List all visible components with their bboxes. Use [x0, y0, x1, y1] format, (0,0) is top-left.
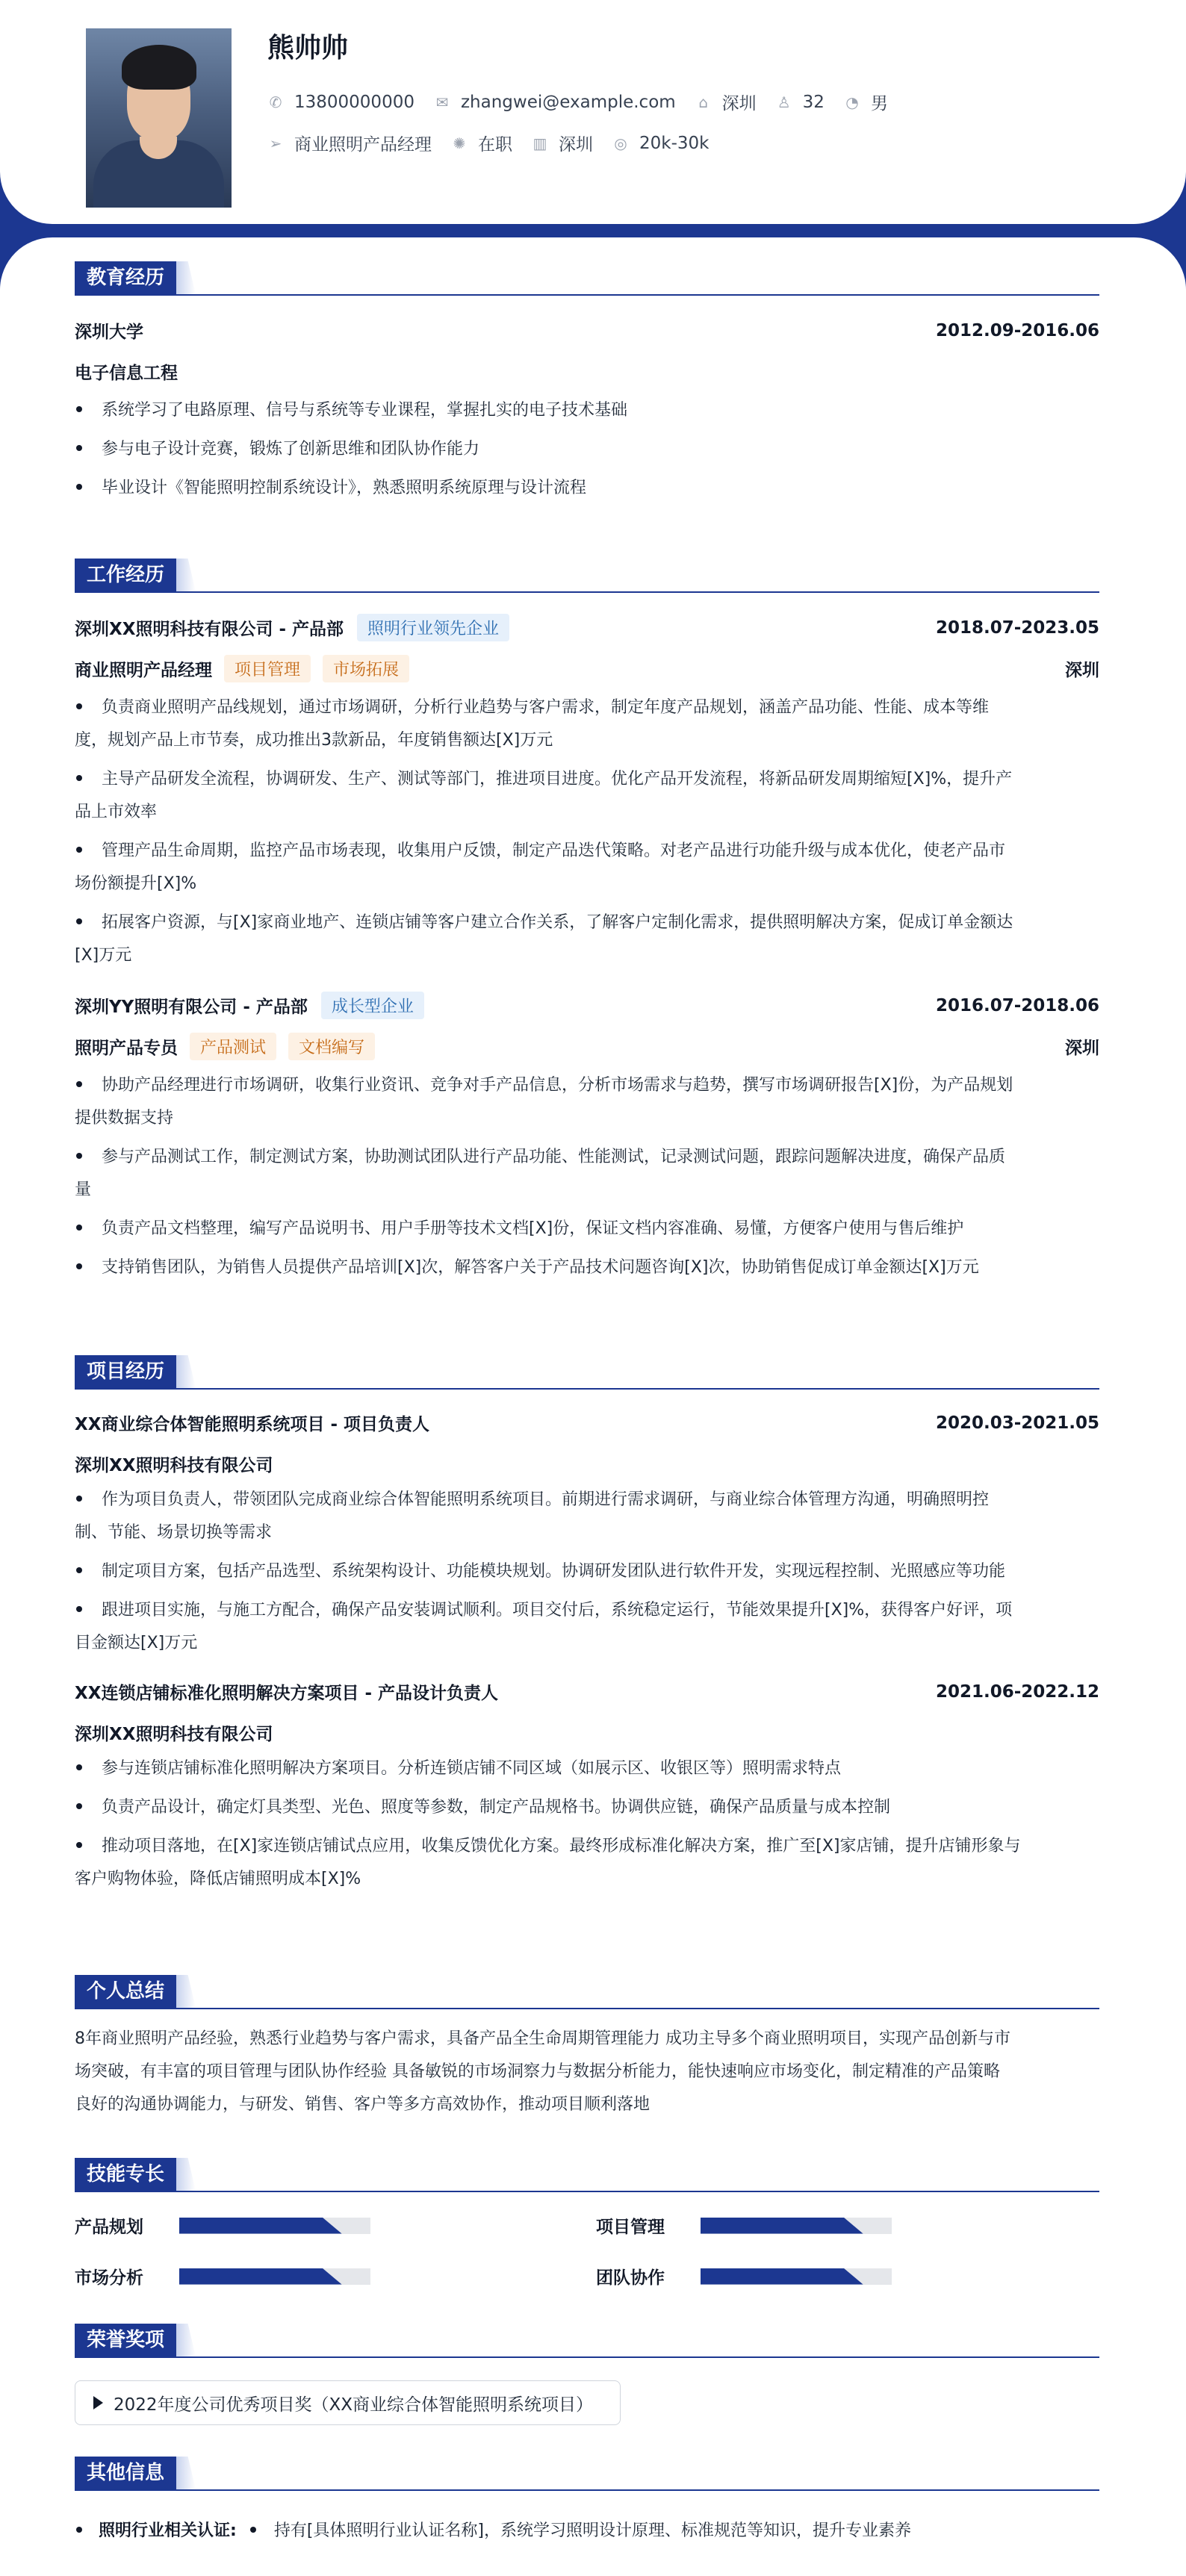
intent-row	[267, 131, 728, 155]
company-name: 深圳YY照明有限公司 - 产品部	[75, 998, 308, 1017]
skill-name: 团队协作	[596, 2268, 665, 2288]
list-item: 拓展客户资源，与[X]家商业地产、连锁店铺等客户建立合作关系，了解客户定制化需求，提供照明解决方案，促成订单金额达 [X]万元	[75, 913, 1013, 965]
status-text: 在职	[478, 135, 512, 155]
list-item: 推动项目落地，在[X]家连锁店铺试点应用，收集反馈优化方案。最终形成标准化解决方案，推广至[X]家店铺，提升店铺形象与 客户购物体验，降低店铺照明成本[X]%	[75, 1837, 1021, 1888]
list-item: 参与电子设计竞赛，锻炼了创新思维和团队协作能力	[75, 433, 1099, 466]
skill-name: 项目管理	[596, 2218, 665, 2237]
skill-bar	[701, 2218, 892, 2234]
contact-row	[267, 90, 907, 114]
skill-bar	[179, 2268, 370, 2285]
section-title-other: 其他信息	[75, 2457, 176, 2489]
work-location: 深圳	[1065, 661, 1099, 680]
age-icon: ♙	[777, 93, 791, 111]
list-item: 协助产品经理进行市场调研，收集行业资讯、竞争对手产品信息，分析市场需求与趋势，撰写市场调研报告[X]份，为产品规划 提供数据支持	[75, 1076, 1013, 1127]
list-item: 参与产品测试工作，制定测试方案，协助测试团队进行产品功能、性能测试，记录测试问题，跟踪问题解决进度，确保产品质 量	[75, 1148, 1006, 1199]
summary-section	[75, 1975, 1099, 2121]
work-section	[75, 559, 1099, 1284]
awards-section	[75, 2324, 1099, 2425]
skills-section	[75, 2158, 1099, 2289]
list-item: 系统学习了电路原理、信号与系统等专业课程，掌握扎实的电子技术基础	[75, 394, 1099, 427]
major: 电子信息工程	[75, 364, 178, 383]
other-section	[75, 2457, 1099, 2541]
target-position-text: 商业照明产品经理	[294, 135, 432, 155]
avatar-photo	[86, 28, 232, 208]
school-name: 深圳大学	[75, 323, 143, 342]
triangle-right-icon	[93, 2396, 103, 2409]
project-title: XX商业综合体智能照明系统项目 - 项目负责人	[75, 1415, 430, 1434]
home-icon: ⌂	[698, 93, 709, 111]
city-text: 深圳	[721, 94, 757, 113]
work-period: 2018.07-2023.05	[935, 617, 1099, 638]
work-period: 2016.07-2018.06	[935, 995, 1099, 1015]
list-item: 毕业设计《智能照明控制系统设计》，熟悉照明系统原理与设计流程	[75, 472, 1099, 505]
company-tag: 成长型企业	[321, 992, 424, 1019]
phone-text: 13800000000	[294, 92, 415, 112]
send-icon: ➢	[269, 134, 282, 152]
skill-name: 产品规划	[75, 2218, 143, 2237]
project-company: 深圳XX照明科技有限公司	[75, 1725, 273, 1744]
project-bullets	[75, 1484, 1099, 1660]
candidate-name: 熊帅帅	[267, 33, 349, 63]
section-title-work: 工作经历	[75, 559, 176, 591]
list-item: 负责商业照明产品线规划，通过市场调研，分析行业趋势与客户需求，制定年度产品规划，涵盖产品功能、性能、成本等维 度，规划产品上市节奏，成功推出3款新品，年度销售额达[X]万元	[75, 698, 990, 750]
project-company: 深圳XX照明科技有限公司	[75, 1456, 273, 1475]
skill-tag: 项目管理	[224, 655, 311, 682]
other-key: 照明行业相关认证:	[99, 2521, 237, 2540]
section-title-projects: 项目经历	[75, 1355, 176, 1388]
other-item	[75, 2518, 1099, 2541]
job-role: 商业照明产品经理	[75, 661, 212, 680]
skill-tag: 产品测试	[190, 1033, 276, 1060]
project-bullets	[75, 1752, 1099, 1896]
education-section	[75, 261, 1099, 505]
education-period: 2012.09-2016.06	[935, 320, 1099, 340]
job-role: 照明产品专员	[75, 1039, 178, 1058]
skill-item	[596, 2264, 892, 2289]
summary-text: 8年商业照明产品经验，熟悉行业趋势与客户需求，具备产品全生命周期管理能力 成功主导多个商业照明项目，实现产品创新与市 场突破，有丰富的项目管理与团队协作经验 具备敏锐的市场洞察力与数据分析能力，能快速响应市场变化，制定精准的产品策略 良好的沟通协调能力，与研发、销售、客户等多方高效协作，推动项目顺利落地	[75, 2029, 1010, 2114]
skill-tag: 文档编写	[288, 1033, 375, 1060]
section-title-skills: 技能专长	[75, 2158, 176, 2191]
age-text: 32	[802, 92, 825, 112]
project-period: 2020.03-2021.05	[935, 1413, 1099, 1433]
building-icon: ▥	[533, 134, 547, 152]
target-city-text: 深圳	[559, 135, 593, 155]
salary-text: 20k-30k	[639, 133, 710, 153]
award-text: 2022年度公司优秀项目奖（XX商业综合体智能照明系统项目）	[114, 2395, 594, 2415]
skill-bar	[179, 2218, 370, 2234]
work-bullets	[75, 691, 1099, 972]
award-item[interactable]	[75, 2380, 621, 2425]
list-item: 主导产品研发全流程，协调研发、生产、测试等部门，推进项目进度。优化产品开发流程，将新品研发周期缩短[X]%，提升产 品上市效率	[75, 770, 1013, 821]
section-title-awards: 荣誉奖项	[75, 2324, 176, 2356]
project-period: 2021.06-2022.12	[935, 1681, 1099, 1702]
skill-name: 市场分析	[75, 2268, 143, 2288]
list-item: 支持销售团队，为销售人员提供产品培训[X]次，解答客户关于产品技术问题咨询[X]次，协助销售促成订单金额达[X]万元	[75, 1251, 1099, 1284]
education-bullets	[75, 394, 1099, 505]
salary-icon: ◎	[614, 134, 627, 152]
skill-item	[596, 2213, 892, 2238]
mail-icon: ✉	[435, 93, 449, 111]
company-name: 深圳XX照明科技有限公司 - 产品部	[75, 620, 344, 639]
projects-section	[75, 1355, 1099, 1896]
list-item: 负责产品文档整理，编写产品说明书、用户手册等技术文档[X]份，保证文档内容准确、易懂，方便客户使用与售后维护	[75, 1213, 1099, 1245]
list-item: 跟进项目实施，与施工方配合，确保产品安装调试顺利。项目交付后，系统稳定运行，节能效果提升[X]%，获得客户好评，项 目金额达[X]万元	[75, 1601, 1013, 1652]
section-title-education: 教育经历	[75, 261, 176, 294]
work-location: 深圳	[1065, 1039, 1099, 1058]
skill-item	[75, 2213, 370, 2238]
other-value: 持有[具体照明行业认证名称]，系统学习照明设计原理、标准规范等知识，提升专业素养	[273, 2521, 911, 2540]
resume-header	[0, 0, 1186, 224]
phone-icon: ✆	[269, 93, 282, 111]
list-item: 参与连锁店铺标准化照明解决方案项目。分析连锁店铺不同区域（如展示区、收银区等）照明需求特点	[75, 1752, 1099, 1785]
skill-bar	[701, 2268, 892, 2285]
list-item: 负责产品设计，确定灯具类型、光色、照度等参数，制定产品规格书。协调供应链，确保产品质量与成本控制	[75, 1791, 1099, 1824]
skill-item	[75, 2264, 370, 2289]
section-title-summary: 个人总结	[75, 1975, 176, 2008]
list-item: 制定项目方案，包括产品选型、系统架构设计、功能模块规划。协调研发团队进行软件开发，实现远程控制、光照感应等功能	[75, 1555, 1099, 1588]
gender-icon: ◔	[845, 93, 859, 111]
email-text: zhangwei@example.com	[460, 92, 676, 112]
skill-tag: 市场拓展	[323, 655, 409, 682]
project-title: XX连锁店铺标准化照明解决方案项目 - 产品设计负责人	[75, 1684, 499, 1703]
work-bullets	[75, 1069, 1099, 1284]
list-item: 作为项目负责人，带领团队完成商业综合体智能照明系统项目。前期进行需求调研，与商业综合体管理方沟通，明确照明控 制、节能、场景切换等需求	[75, 1490, 990, 1542]
company-tag: 照明行业领先企业	[357, 614, 509, 641]
resume-body	[0, 237, 1186, 2576]
list-item: 管理产品生命周期，监控产品市场表现，收集用户反馈，制定产品迭代策略。对老产品进行功能升级与成本优化，使老产品市 场份额提升[X]%	[75, 841, 1006, 893]
status-icon: ✺	[453, 134, 466, 152]
gender-text: 男	[870, 94, 888, 113]
